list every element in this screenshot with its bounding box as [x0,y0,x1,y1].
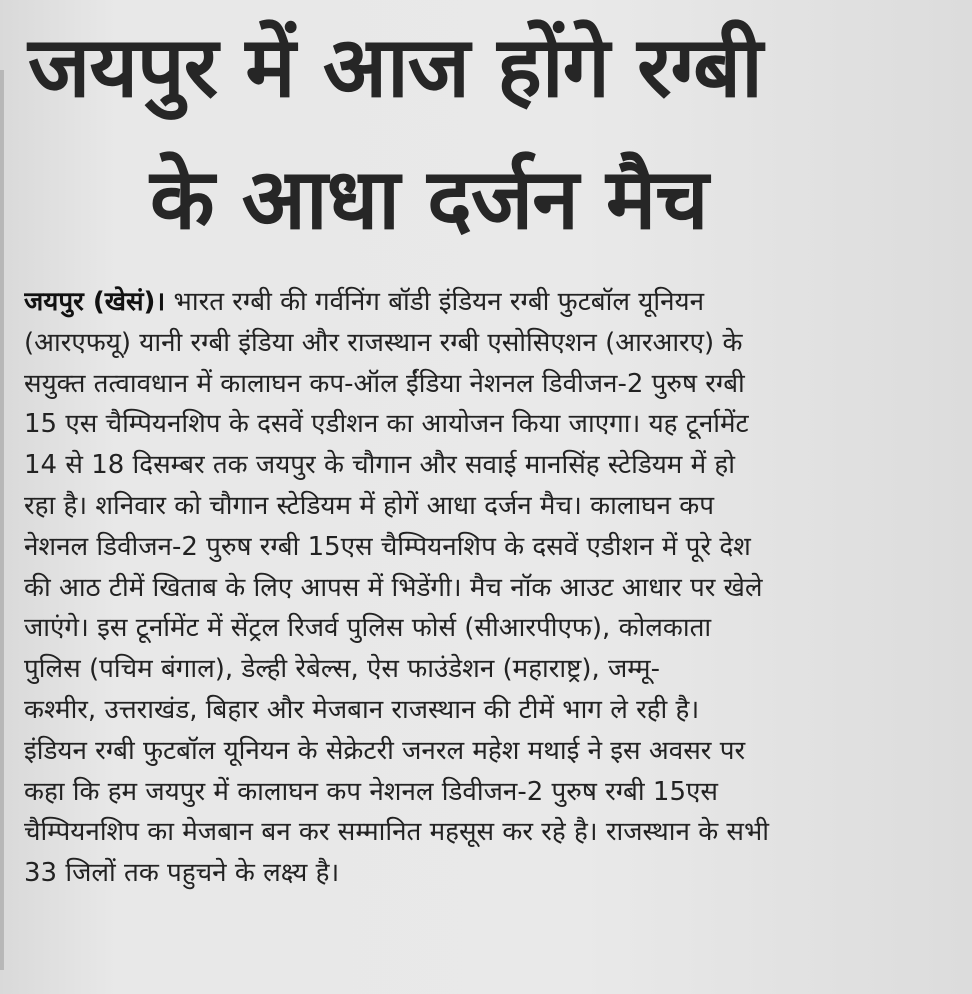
headline-line-2: के आधा दर्जन मैच [150,150,708,248]
article-line: नेशनल डिवीजन-2 पुरुष रग्बी 15एस चैम्पियनशिप के दसवें एडीशन में पूरे देश [24,531,751,562]
article-line [24,282,954,323]
article-line: की आठ टीमें खिताब के लिए आपस में भिडेंगी। मैच नॉक आउट आधार पर खेले [24,572,763,603]
article-line: 33 जिलों तक पहुचने के लक्ष्य है। [24,858,340,889]
article-line: कश्मीर, उत्तराखंड, बिहार और मेजबान राजस्थान की टीमें भाग ले रही है। [24,694,700,725]
article-line: चैम्पियनशिप का मेजबान बन कर सम्मानित महसूस कर रहे है। राजस्थान के सभी [24,817,770,848]
headline-line-1: जयपुर में आज होंगे रग्बी [28,18,762,116]
article-line: सयुक्त तत्वावधान में कालाघन कप-ऑल ईंडिया नेशनल डिवीजन-2 पुरुष रग्बी [24,368,745,399]
article-body [24,282,954,894]
article-line: इंडियन रग्बी फुटबॉल यूनियन के सेक्रेटरी जनरल महेश मथाई ने इस अवसर पर [24,735,746,766]
headline [28,6,958,260]
column-rule [0,70,4,970]
article-line: 14 से 18 दिसम्बर तक जयपुर के चौगान और सवाई मानसिंह स्टेडियम में हो [24,450,735,481]
dateline: जयपुर (खेसं)। [24,287,166,317]
article-line: पुलिस (पचिम बंगाल), डेल्ही रेबेल्स, ऐस फाउंडेशन (महाराष्ट्र), जम्मू- [24,654,660,685]
article-line: (आरएफयू) यानी रग्बी इंडिया और राजस्थान रग्बी एसोसिएशन (आरआरए) के [24,327,743,358]
article-line: जाएंगे। इस टूर्नामेंट में सेंट्रल रिजर्व पुलिस फोर्स (सीआरपीएफ), कोलकाता [24,613,712,644]
article-line: कहा कि हम जयपुर में कालाघन कप नेशनल डिवीजन-2 पुरुष रग्बी 15एस [24,776,718,807]
article-line: रहा है। शनिवार को चौगान स्टेडियम में होगें आधा दर्जन मैच। कालाघन कप [24,490,714,521]
article-line: 15 एस चैम्पियनशिप के दसवें एडीशन का आयोजन किया जाएगा। यह टूर्नामेंट [24,409,749,440]
article-text: भारत रग्बी की गर्वनिंग बॉडी इंडियन रग्बी फुटबॉल यूनियन [165,287,705,317]
